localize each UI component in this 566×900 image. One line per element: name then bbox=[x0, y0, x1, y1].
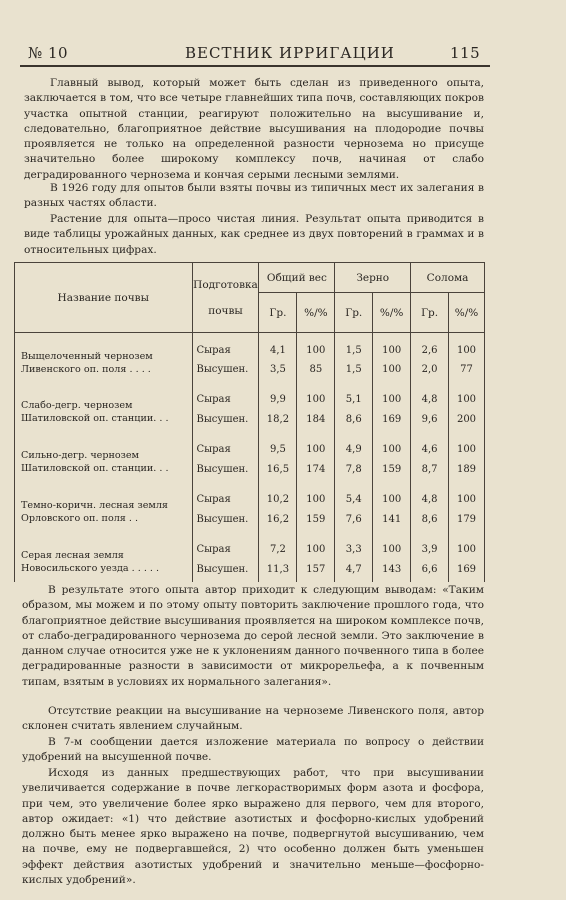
sub-percent: %/% bbox=[373, 293, 411, 333]
percent-cell: 85 bbox=[297, 357, 335, 382]
table-row bbox=[15, 482, 485, 507]
soil-name-cell: Серая лесная земля Новосильского уезда . . . . . bbox=[15, 532, 193, 582]
preparation-cell: Высушен. bbox=[192, 357, 259, 382]
issue-number: № 10 bbox=[28, 44, 69, 62]
col-preparation-line1: Подготовка bbox=[193, 278, 258, 291]
percent-cell: 100 bbox=[297, 333, 335, 358]
percent-cell: 100 bbox=[373, 382, 411, 407]
preparation-cell: Высушен. bbox=[192, 457, 259, 482]
grams-cell: 7,2 bbox=[259, 532, 297, 557]
table-row bbox=[15, 382, 485, 407]
percent-cell: 179 bbox=[449, 507, 485, 532]
percent-cell: 174 bbox=[297, 457, 335, 482]
paragraph: Растение для опыта—просо чистая линия. Результат опыта приводится в виде таблицы урожайных данных, как среднее из двух повторений в граммах и в относительных цифрах. bbox=[24, 213, 484, 256]
table-row bbox=[15, 333, 485, 358]
percent-cell: 100 bbox=[297, 532, 335, 557]
soil-name-cell: Сильно-дегр. чернозем Шатиловской оп. станции. . . bbox=[15, 432, 193, 482]
preparation-cell: Сырая bbox=[192, 382, 259, 407]
grams-cell: 1,5 bbox=[335, 357, 373, 382]
sub-percent: %/% bbox=[449, 293, 485, 333]
percent-cell: 77 bbox=[449, 357, 485, 382]
percent-cell: 100 bbox=[297, 382, 335, 407]
sub-percent: %/% bbox=[297, 293, 335, 333]
percent-cell: 141 bbox=[373, 507, 411, 532]
percent-cell: 169 bbox=[373, 407, 411, 432]
percent-cell: 100 bbox=[373, 357, 411, 382]
paragraph: Исходя из данных предшествующих работ, что при высушивании увеличивается содержание в почве легкорастворимых форм азота и фосфора, при чем, это увеличение более ярко выражено для первого, чем для второго, автор ожидает: «1) что действие азотистых и фосфорно-кислых удобрений должно быть менее ярко выражено на почве, подвергнутой высушиванию, чем на почве, ему не подвергавшейся, 2) что особенно должен быть уменьшен эффект действия азотистых удобрений и значительно меньше—фосфорно-кислых удобрений». bbox=[22, 767, 484, 887]
percent-cell: 100 bbox=[297, 432, 335, 457]
preparation-cell: Высушен. bbox=[192, 557, 259, 582]
table-row bbox=[15, 532, 485, 557]
table-row bbox=[15, 432, 485, 457]
paragraph: В 1926 году для опытов были взяты почвы из типичных мест их залегания в разных частях области. bbox=[24, 182, 484, 210]
grams-cell: 16,5 bbox=[259, 457, 297, 482]
preparation-cell: Сырая bbox=[192, 333, 259, 358]
percent-cell: 100 bbox=[449, 333, 485, 358]
grams-cell: 18,2 bbox=[259, 407, 297, 432]
grams-cell: 2,0 bbox=[411, 357, 449, 382]
percent-cell: 157 bbox=[297, 557, 335, 582]
percent-cell: 189 bbox=[449, 457, 485, 482]
grams-cell: 4,7 bbox=[335, 557, 373, 582]
soil-name-cell: Выщелоченный чернозем Ливенского оп. поля . . . . bbox=[15, 333, 193, 383]
percent-cell: 169 bbox=[449, 557, 485, 582]
group-total-weight: Общий вес bbox=[259, 263, 335, 293]
percent-cell: 184 bbox=[297, 407, 335, 432]
grams-cell: 9,5 bbox=[259, 432, 297, 457]
paragraph: В результате этого опыта автор приходит к следующим выводам: «Таким образом, мы можем и по этому опыту повторить заключение прошлого года, что благоприятное действие высушивания проявляется на широком комплексе почв, от слабо-деградированного чернозема до серой лесной земли. Это заключение в данном случае относится уже не к уклонениям данного почвенного типа в более деградированные разности в зависимости от микрорельефа, а к почвенным типам, взятым в условиях их нормального залегания». bbox=[22, 584, 484, 688]
preparation-cell: Сырая bbox=[192, 532, 259, 557]
grams-cell: 2,6 bbox=[411, 333, 449, 358]
grams-cell: 16,2 bbox=[259, 507, 297, 532]
grams-cell: 7,6 bbox=[335, 507, 373, 532]
grams-cell: 10,2 bbox=[259, 482, 297, 507]
grams-cell: 6,6 bbox=[411, 557, 449, 582]
grams-cell: 3,3 bbox=[335, 532, 373, 557]
yield-table bbox=[14, 262, 485, 582]
grams-cell: 4,9 bbox=[335, 432, 373, 457]
group-grain: Зерно bbox=[335, 263, 411, 293]
percent-cell: 143 bbox=[373, 557, 411, 582]
grams-cell: 11,3 bbox=[259, 557, 297, 582]
grams-cell: 4,6 bbox=[411, 432, 449, 457]
grams-cell: 8,6 bbox=[411, 507, 449, 532]
preparation-cell: Высушен. bbox=[192, 407, 259, 432]
preparation-cell: Сырая bbox=[192, 432, 259, 457]
grams-cell: 7,8 bbox=[335, 457, 373, 482]
grams-cell: 9,6 bbox=[411, 407, 449, 432]
grams-cell: 3,9 bbox=[411, 532, 449, 557]
percent-cell: 100 bbox=[297, 482, 335, 507]
soil-name-cell: Темно-коричн. лесная земля Орловского оп. поля . . bbox=[15, 482, 193, 532]
grams-cell: 4,1 bbox=[259, 333, 297, 358]
page-header bbox=[20, 42, 490, 64]
col-soil-name: Название почвы bbox=[15, 263, 193, 333]
sub-grams: Гр. bbox=[335, 293, 373, 333]
percent-cell: 200 bbox=[449, 407, 485, 432]
page-number: 115 bbox=[450, 44, 481, 62]
paragraph: Отсутствие реакции на высушивание на черноземе Ливенского поля, автор склонен считать явлением случайным. bbox=[22, 705, 484, 733]
percent-cell: 159 bbox=[373, 457, 411, 482]
grams-cell: 1,5 bbox=[335, 333, 373, 358]
grams-cell: 5,1 bbox=[335, 382, 373, 407]
table-body bbox=[15, 333, 485, 583]
percent-cell: 100 bbox=[373, 482, 411, 507]
percent-cell: 100 bbox=[373, 532, 411, 557]
col-preparation bbox=[192, 263, 259, 333]
percent-cell: 100 bbox=[373, 432, 411, 457]
journal-title: ВЕСТНИК ИРРИГАЦИИ bbox=[185, 44, 395, 62]
preparation-cell: Сырая bbox=[192, 482, 259, 507]
paragraph: Главный вывод, который может быть сделан из приведенного опыта, заключается в том, что все четыре главнейших типа почв, составляющих покров участка опытной станции, реагируют положительно на высушивание и, следовательно, благоприятное действие высушивания на плодородие почвы проявляется не только на определенной разности чернозема но присуще значительно более широкому комплексу почв, начиная от слабо деградированного чернозема и кончая серыми лесными землями. bbox=[24, 77, 484, 181]
sub-grams: Гр. bbox=[259, 293, 297, 333]
percent-cell: 100 bbox=[373, 333, 411, 358]
percent-cell: 100 bbox=[449, 532, 485, 557]
grams-cell: 8,7 bbox=[411, 457, 449, 482]
percent-cell: 100 bbox=[449, 382, 485, 407]
grams-cell: 4,8 bbox=[411, 482, 449, 507]
grams-cell: 9,9 bbox=[259, 382, 297, 407]
col-preparation-line2: почвы bbox=[208, 304, 243, 317]
grams-cell: 5,4 bbox=[335, 482, 373, 507]
percent-cell: 100 bbox=[449, 482, 485, 507]
paragraph: В 7-м сообщении дается изложение материала по вопросу о действии удобрений на высушенной почве. bbox=[22, 736, 484, 764]
grams-cell: 3,5 bbox=[259, 357, 297, 382]
percent-cell: 100 bbox=[449, 432, 485, 457]
sub-grams: Гр. bbox=[411, 293, 449, 333]
grams-cell: 8,6 bbox=[335, 407, 373, 432]
group-straw: Солома bbox=[411, 263, 485, 293]
preparation-cell: Высушен. bbox=[192, 507, 259, 532]
grams-cell: 4,8 bbox=[411, 382, 449, 407]
percent-cell: 159 bbox=[297, 507, 335, 532]
soil-name-cell: Слабо-дегр. чернозем Шатиловской оп. станции. . . bbox=[15, 382, 193, 432]
header-rule bbox=[20, 65, 490, 67]
